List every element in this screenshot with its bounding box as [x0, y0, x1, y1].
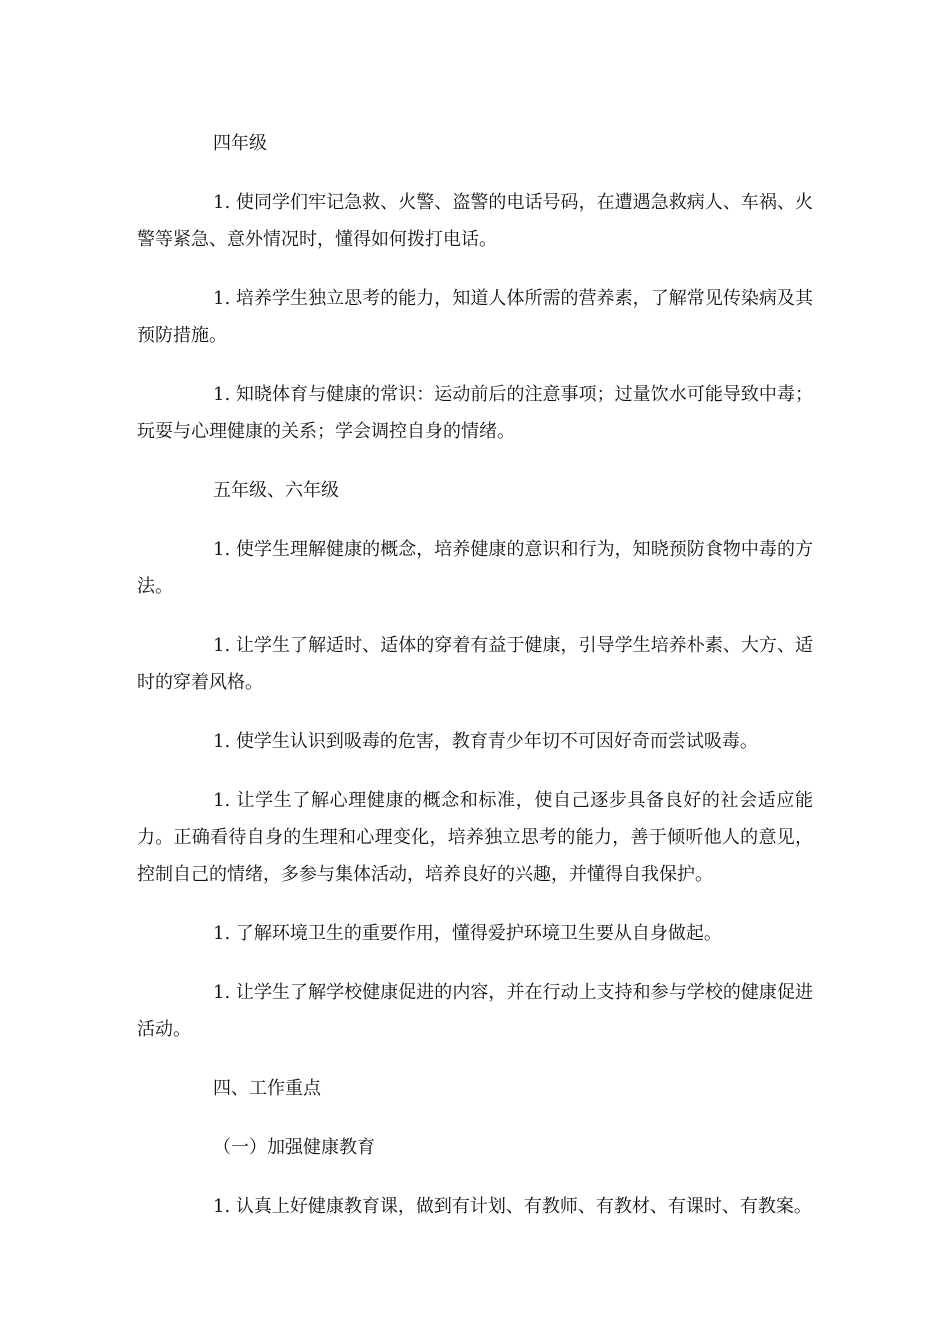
- section4-heading: 四、工作重点: [213, 1078, 321, 1099]
- subsection1-item-1: 1. 认真上好健康教育课，做到有计划、有教师、有教材、有课时、有教案。: [213, 1196, 812, 1217]
- grade4-item-1: 1. 使同学们牢记急救、火警、盗警的电话号码，在遭遇急救病人、车祸、火警等紧急、意外情况时，懂得如何拨打电话。: [137, 192, 813, 250]
- document-page: [137, 125, 813, 1247]
- grade4-heading: 四年级: [213, 133, 267, 154]
- grade56-item-4: 1. 让学生了解心理健康的概念和标准，使自己逐步具备良好的社会适应能力。正确看待自身的生理和心理变化，培养独立思考的能力，善于倾听他人的意见，控制自己的情绪，多参与集体活动，培养良好的兴趣，并懂得自我保护。: [137, 790, 813, 885]
- grade56-item-6: 1. 让学生了解学校健康促进的内容，并在行动上支持和参与学校的健康促进活动。: [137, 982, 813, 1040]
- grade4-item-2: 1. 培养学生独立思考的能力，知道人体所需的营养素，了解常见传染病及其预防措施。: [137, 288, 813, 346]
- grade56-item-1: 1. 使学生理解健康的概念，培养健康的意识和行为，知晓预防食物中毒的方法。: [137, 539, 813, 597]
- subsection1-heading: （一）加强健康教育: [213, 1137, 375, 1158]
- grade56-heading: 五年级、六年级: [213, 480, 339, 501]
- grade56-item-2: 1. 让学生了解适时、适体的穿着有益于健康，引导学生培养朴素、大方、适时的穿着风格。: [137, 635, 813, 693]
- grade4-item-3: 1. 知晓体育与健康的常识：运动前后的注意事项；过量饮水可能导致中毒；玩耍与心理健康的关系；学会调控自身的情绪。: [137, 384, 813, 442]
- grade56-item-3: 1. 使学生认识到吸毒的危害，教育青少年切不可因好奇而尝试吸毒。: [213, 731, 758, 752]
- grade56-item-5: 1. 了解环境卫生的重要作用，懂得爱护环境卫生要从自身做起。: [213, 923, 722, 944]
